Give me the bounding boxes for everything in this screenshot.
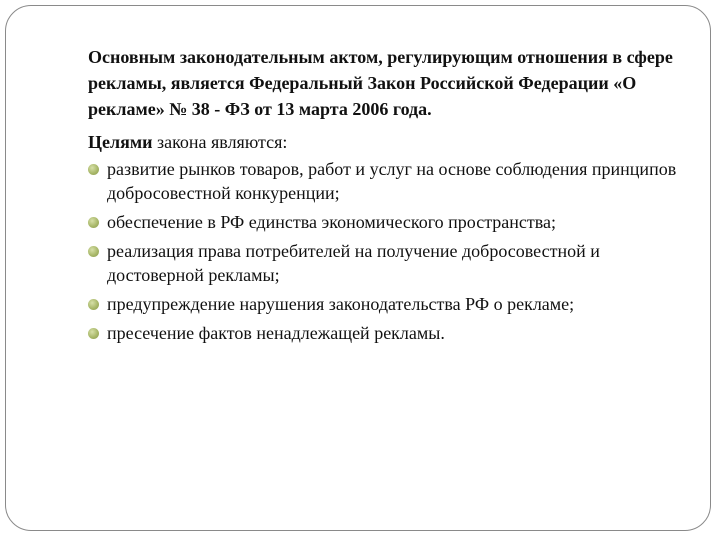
goals-heading (88, 130, 688, 154)
goals-heading-bold: Целями (88, 132, 153, 152)
bullet-icon (88, 246, 99, 257)
goal-item (88, 292, 688, 316)
slide-frame (5, 5, 711, 531)
bullet-icon (88, 164, 99, 175)
goal-item (88, 210, 688, 234)
goal-text: обеспечение в РФ единства экономического пространства; (107, 212, 557, 232)
goals-heading-rest: закона являются: (152, 132, 288, 152)
goal-item (88, 321, 688, 345)
goal-text: развитие рынков товаров, работ и услуг на основе соблюдения принципов добросовестной конкуренции; (107, 159, 677, 203)
goals-list (88, 157, 688, 345)
goal-text: предупреждение нарушения законодательства РФ о рекламе; (107, 294, 575, 314)
goal-item (88, 157, 688, 205)
bullet-icon (88, 328, 99, 339)
slide-content (88, 44, 688, 350)
intro-paragraph: Основным законодательным актом, регулирующим отношения в сфере рекламы, является Федеральный Закон Российской Федерации «О рекламе» № 38 - ФЗ от 13 марта 2006 года. (88, 47, 673, 119)
bullet-icon (88, 217, 99, 228)
goal-text: пресечение фактов ненадлежащей рекламы. (107, 323, 445, 343)
goal-text: реализация права потребителей на получение добросовестной и достоверной рекламы; (107, 241, 600, 285)
goal-item (88, 239, 688, 287)
bullet-icon (88, 299, 99, 310)
